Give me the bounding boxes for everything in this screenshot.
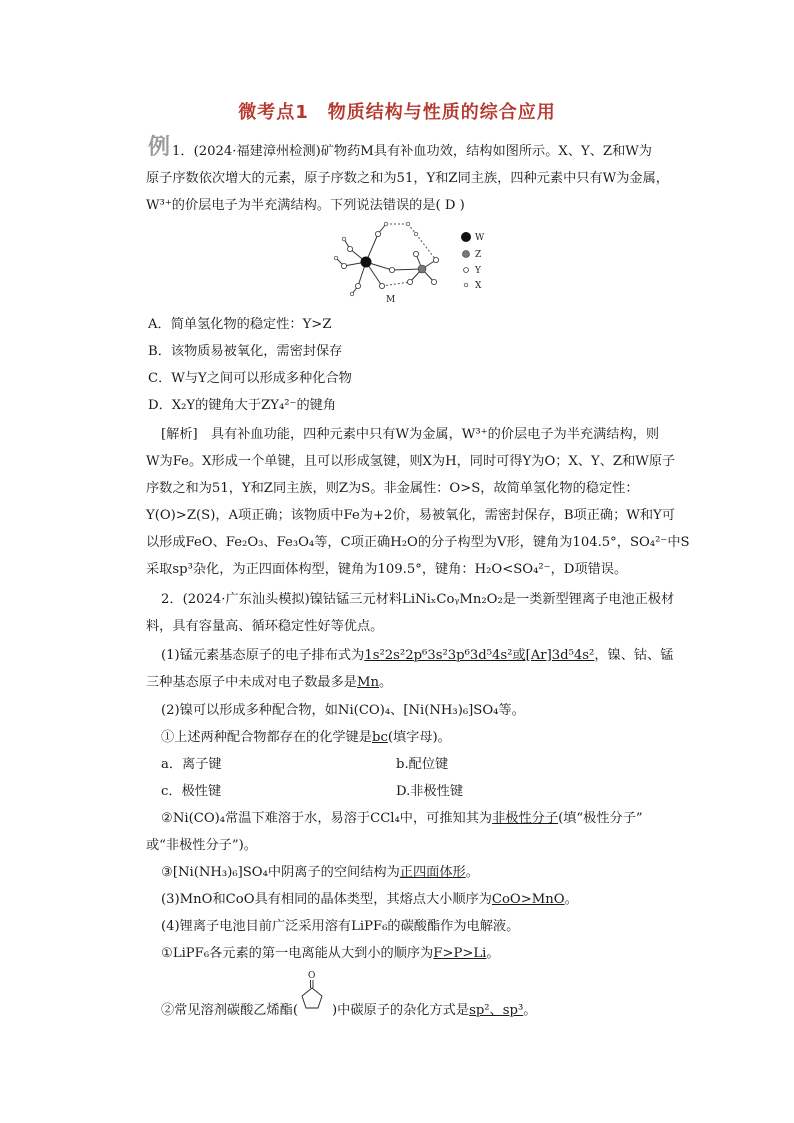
analysis-line2: W为Fe。X形成一个单键，且可以形成氢键，则X为H，同时可得Y为O；X、Y、Z和W原子 bbox=[146, 454, 676, 469]
choice-c: c．极性键 bbox=[161, 784, 222, 799]
choice-a: a．离子键 bbox=[161, 757, 222, 772]
q2-part3: (3)MnO和CoO具有相同的晶体类型，其熔点大小顺序为CoO>MnO。 bbox=[161, 892, 578, 907]
q2-part2-stem: (2)镍可以形成多种配合物，如Ni(CO)₄、[Ni(NH₃)₆]SO₄等。 bbox=[161, 703, 525, 718]
answer-melting-order: CoO>MnO bbox=[491, 892, 565, 907]
svg-text:O: O bbox=[308, 971, 316, 981]
option-b: B．该物质易被氧化，需密封保存 bbox=[148, 344, 343, 359]
q2-part4-1: ①LiPF₆各元素的第一电离能从大到小的顺序为F>P>Li。 bbox=[161, 946, 500, 961]
page-title: 微考点1 物质结构与性质的综合应用 bbox=[238, 102, 556, 123]
answer-unpaired: Mn bbox=[357, 675, 379, 690]
answer-polarity: 非极性分子 bbox=[492, 811, 559, 826]
option-d: D．X₂Y的键角大于ZY₄²⁻的键角 bbox=[148, 398, 337, 413]
example-mark: 例 bbox=[148, 135, 171, 160]
q1-stem-line2: 原子序数依次增大的元素，原子序数之和为51，Y和Z同主族，四种元素中只有W为金属， bbox=[146, 171, 669, 186]
q2-part1-line1: (1)锰元素基态原子的电子排布式为1s²2s²2p⁶3s²3p⁶3d⁵4s²或[Ar]3d⁵4s²，镍、钴、锰 bbox=[161, 648, 674, 663]
legend-w: W bbox=[475, 233, 485, 243]
answer-bond-type: bc bbox=[372, 730, 388, 745]
answer-electron-config: 1s²2s²2p⁶3s²3p⁶3d⁵4s²或[Ar]3d⁵4s² bbox=[364, 648, 595, 663]
analysis-line5: 以形成FeO、Fe₂O₃、Fe₃O₄等，C项正确H₂O的分子构型为V形，键角为104.5°，SO₄²⁻中S bbox=[146, 535, 690, 550]
q2-part2-2-cont: 或“非极性分子”)。 bbox=[146, 838, 257, 853]
q2-part4-stem: (4)锂离子电池目前广泛采用溶有LiPF₆的碳酸酯作为电解液。 bbox=[161, 919, 520, 934]
analysis-line6: 采取sp³杂化，为正四面体构型，键角为109.5°，键角：H₂O<SO₄²⁻，D项错误。 bbox=[146, 562, 628, 577]
analysis-line1: [解析] 具有补血功能，四种元素中只有W为金属，W³⁺的价层电子为半充满结构，则 bbox=[161, 427, 660, 442]
choice-d: D.非极性键 bbox=[396, 784, 464, 799]
molecule-structure-figure bbox=[330, 214, 490, 309]
legend-y: Y bbox=[475, 266, 481, 276]
option-a: A．简单氢化物的稳定性：Y>Z bbox=[148, 317, 332, 332]
analysis-line4: Y(O)>Z(S)，A项正确；该物质中Fe为+2价，易被氧化，需密封保存，B项正确；W和Y可 bbox=[146, 508, 675, 523]
answer-anion-shape: 正四面体形 bbox=[399, 865, 466, 880]
q1-stem-line1: 1．(2024·福建漳州检测)矿物药M具有补血功效，结构如图所示。X、Y、Z和W为 bbox=[172, 144, 652, 159]
legend-x: X bbox=[475, 281, 482, 291]
atom-w-icon bbox=[361, 257, 372, 268]
q2-part2-3: ③[Ni(NH₃)₆]SO₄中阴离子的空间结构为正四面体形。 bbox=[161, 865, 479, 880]
q2-intro-line1: 2．(2024·广东汕头模拟)镍钴锰三元材料LiNiₓCoᵧMn₂O₂是一类新型锂离子电池正极材 bbox=[161, 592, 675, 607]
q2-part2-1: ①上述两种配合物都存在的化学键是bc(填字母)。 bbox=[161, 730, 451, 745]
answer-ionization-order: F>P>Li bbox=[433, 946, 487, 961]
option-c: C．W与Y之间可以形成多种化合物 bbox=[148, 371, 352, 386]
q2-part2-2: ②Ni(CO)₄常温下难溶于水，易溶于CCl₄中，可推知其为非极性分子(填“极性分子” bbox=[161, 811, 643, 826]
figure-caption: M bbox=[386, 295, 396, 305]
answer-hybridization: sp²、sp³ bbox=[469, 1003, 524, 1018]
analysis-line3: 序数之和为51，Y和Z同主族，则Z为S。非金属性：O>S，故简单氢化物的稳定性： bbox=[146, 481, 639, 496]
q2-intro-line2: 料，具有容量高、循环稳定性好等优点。 bbox=[146, 619, 384, 634]
q2-part4-2: ②常见溶剂碳酸乙烯酯( )中碳原子的杂化方式是sp²、sp³。 bbox=[161, 1003, 537, 1018]
q1-stem-line3: W³⁺的价层电子为半充满结构。下列说法错误的是( D ) bbox=[146, 198, 465, 213]
legend-z: Z bbox=[475, 250, 482, 260]
q2-part1-line2: 三种基态原子中未成对电子数最多是Mn。 bbox=[146, 675, 393, 690]
atom-z-icon bbox=[418, 265, 426, 273]
choice-b: b.配位键 bbox=[396, 757, 449, 772]
